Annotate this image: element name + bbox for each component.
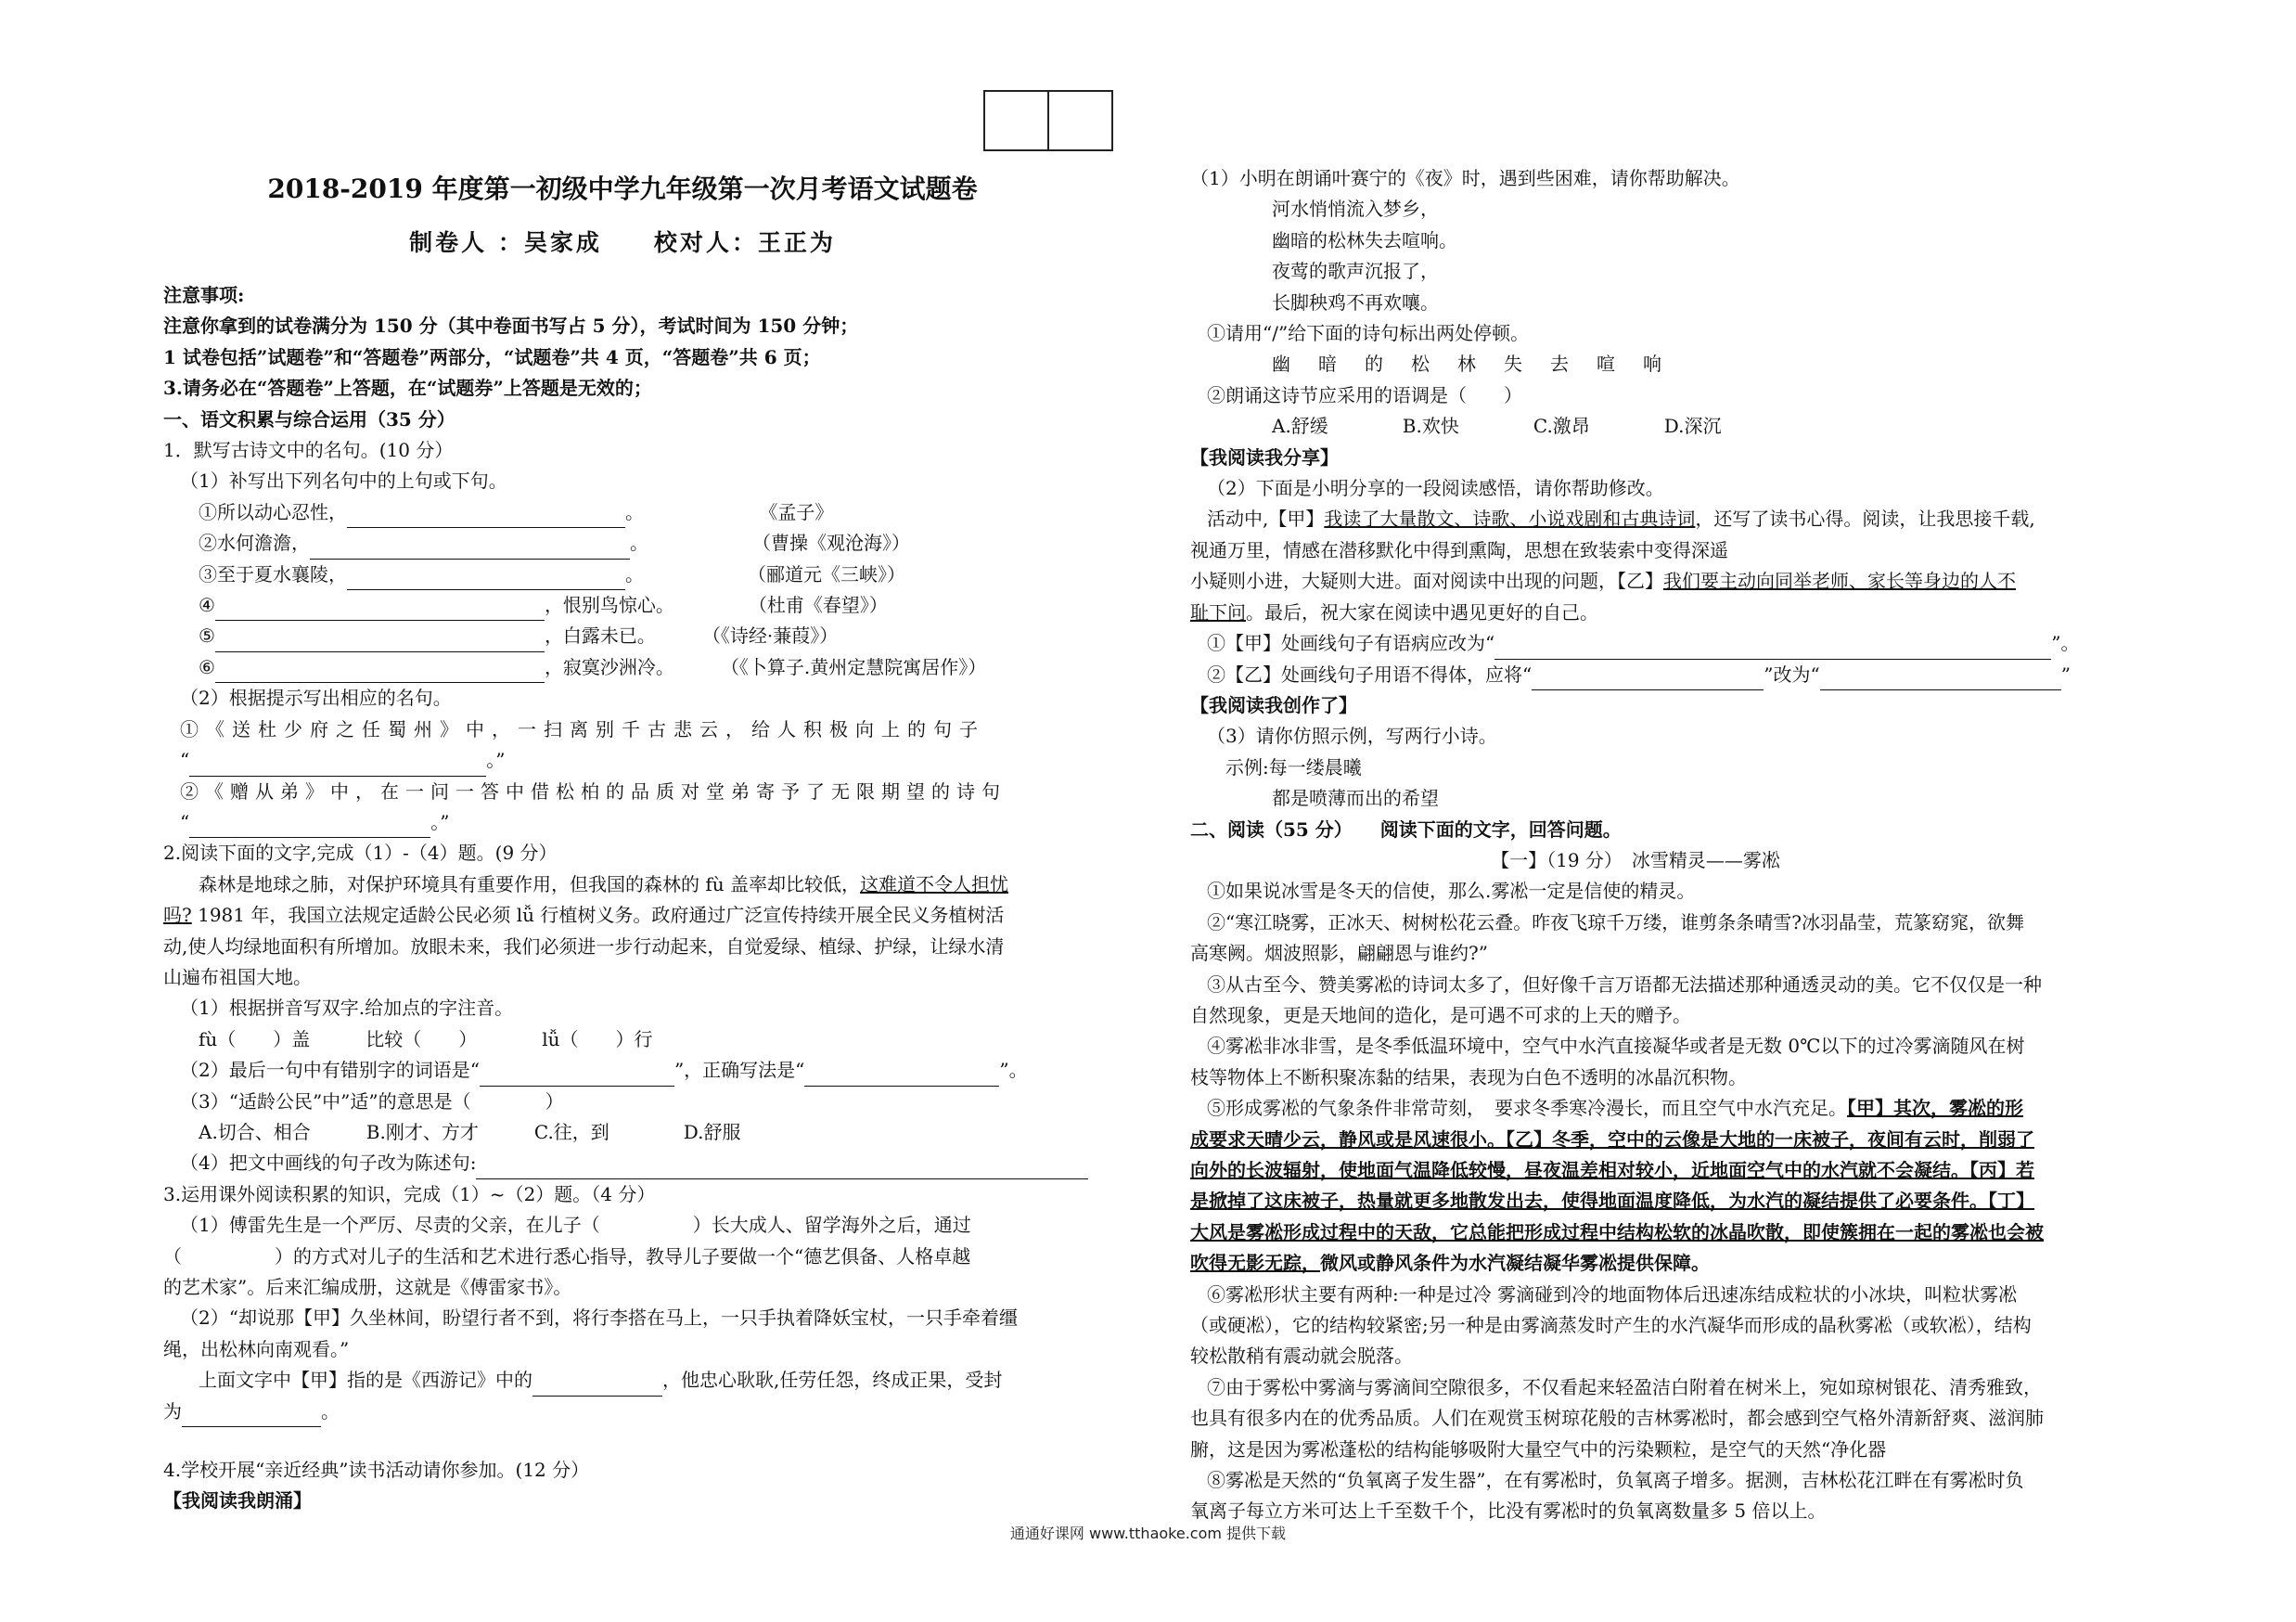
passage-para: （或硬凇），它的结构较紧密;另一种是由雾滴蒸发时产生的水汽凝华而形成的晶秋雾凇（或软凇），结构 bbox=[1190, 1314, 2032, 1337]
answer-blank[interactable] bbox=[347, 507, 625, 528]
answer-blank[interactable] bbox=[215, 662, 545, 683]
passage-para: 高寒阙。烟波照影，翩翩恩与谁约?” bbox=[1190, 942, 1488, 965]
passage-para: ⑧雾凇是天然的“负氧离子发生器”，在有雾凇时，负氧离子增多。据测，吉林松花江畔在有雾凇时负 bbox=[1207, 1469, 2024, 1492]
passage-para: ③从古至今、赞美雾凇的诗词太多了，但好像千言万语都无法描述那种通透灵动的美。它不仅仅是一种 bbox=[1207, 972, 2042, 996]
passage-para: 腑，这是因为雾凇蓬松的结构能够吸附大量空气中的污染颗粒，是空气的天然“净化器 bbox=[1190, 1437, 1887, 1461]
example-line: 示例:每一缕晨曦 bbox=[1225, 755, 1362, 779]
question-2-1: （1）根据拼音写双字.给加点的字注音。 bbox=[180, 997, 514, 1020]
passage-line: 小疑则小进，大疑则大进。面对阅读中出现的问题，【乙】我们要主动向同举老师、家长等身边的人不 bbox=[1190, 570, 2016, 593]
question-4-1: （1）小明在朗诵叶赛宁的《夜》时，遇到些困难，请你帮助解决。 bbox=[1190, 167, 1740, 189]
question-4-1-2: ②朗诵这诗节应采用的语调是（ ） bbox=[1207, 383, 1522, 406]
subsection-heading: 【我阅读我创作了】 bbox=[1190, 693, 1357, 716]
question-4-1-2-options: A.舒缓 B.欢快 C.激昂 D.深沉 bbox=[1272, 415, 1722, 438]
question-1-1: （1）补写出下列名句中的上句或下句。 bbox=[180, 470, 507, 493]
fill-item: ④ ，恨别鸟惊心。 （杜甫《春望》） bbox=[163, 590, 1110, 621]
passage-line: 山遍布祖国大地。 bbox=[163, 965, 312, 988]
subsection-heading: 【我阅读我分享】 bbox=[1190, 445, 1339, 469]
passage-para: 自然现象，更是天地间的造化，是可遇不可求的上天的赠予。 bbox=[1190, 1003, 1691, 1026]
passage-para: ④雾凇非冰非雪，是冬季低温环境中，空气中水汽直接凝华或者是无数 0℃以下的过冷雾滴随风在树 bbox=[1207, 1035, 2025, 1058]
notes-heading: 注意事项: bbox=[163, 284, 245, 306]
passage-line: 耻下问。最后，祝大家在阅读中遇见更好的自己。 bbox=[1190, 600, 1598, 624]
footer-credit: 通通好课网 www.tthaoke.com 提供下载 bbox=[1009, 1525, 1287, 1542]
poem-line: 河水悄悄流入梦乡， bbox=[1272, 198, 1439, 221]
answer-blank[interactable] bbox=[804, 1065, 999, 1087]
passage-para: 氧离子每立方米可达上千至数千个，比没有雾凇时的负氧离数量多 5 倍以上。 bbox=[1190, 1500, 1827, 1523]
passage-line: 绳，出松林向南观看。” bbox=[163, 1337, 350, 1360]
answer-blank[interactable] bbox=[182, 1406, 321, 1427]
answer-blank[interactable] bbox=[189, 817, 430, 838]
score-cell bbox=[1049, 92, 1111, 149]
question-1-2a: ①《送杜少府之任蜀州》中，一扫离别千古悲云，给人积极向上的句子 bbox=[180, 717, 985, 740]
passage-line: 的艺术家”。后来汇编成册，这就是《傅雷家书》。 bbox=[163, 1276, 572, 1298]
question-1: 1．默写古诗文中的名句。(10 分） bbox=[163, 439, 454, 462]
answer-blank[interactable] bbox=[347, 569, 625, 590]
passage-para: 也具有很多内在的优秀品质。人们在观赏玉树琼花般的吉林雾凇时，都会感到空气格外清新舒爽、滋润肺 bbox=[1190, 1407, 2044, 1430]
question-4-2-1: ①【甲】处画线句子有语病应改为“ ”。 bbox=[1190, 628, 2136, 659]
question-2-3: （3）“适龄公民”中”适”的意思是（ ） bbox=[180, 1089, 564, 1113]
answer-blank[interactable] bbox=[189, 755, 486, 777]
question-2-2: （2）最后一句中有错别字的词语是“ ”，正确写法是“ ”。 bbox=[163, 1055, 1110, 1086]
question-4-3: （3）请你仿照示例，写两行小诗。 bbox=[1207, 725, 1497, 748]
answer-line: “ 。” bbox=[163, 745, 1110, 776]
answer-blank[interactable] bbox=[532, 1375, 662, 1397]
right-column bbox=[1190, 163, 2136, 1527]
fill-item: ⑤ ，白露未已。 （《诗经·蒹葭》） bbox=[163, 621, 1110, 651]
question-2-4: （4）把文中画线的句子改为陈述句: bbox=[163, 1148, 1110, 1178]
question-4-1-1: ①请用“/”给下面的诗句标出两处停顿。 bbox=[1207, 322, 1530, 345]
answer-blank[interactable] bbox=[310, 538, 630, 560]
answer-blank[interactable] bbox=[480, 1065, 674, 1087]
exam-title: 2018-2019 年度第一初级中学九年级第一次月考语文试题卷 bbox=[267, 174, 978, 204]
passage-para: 吹得无影无踪，微风或静风条件为水汽凝结凝华雾凇提供保障。 bbox=[1190, 1252, 1710, 1275]
example-line: 都是喷薄而出的希望 bbox=[1272, 787, 1439, 810]
answer-blank[interactable] bbox=[215, 631, 545, 652]
poem-line: 夜莺的歌声沉报了， bbox=[1272, 260, 1439, 283]
spacer bbox=[163, 1427, 1110, 1455]
exam-authors: 制卷人 ：吴家成 校对人：王正为 bbox=[409, 229, 836, 256]
fill-item: ①所以动心忍性， 。 《孟子》 bbox=[163, 497, 1110, 528]
passage-line: 动,使人均绿地面积有所增加。放眼未来，我们必须进一步行动起来，自觉爱绿、植绿、护绿，让绿水清 bbox=[163, 934, 1005, 958]
question-4-2-2: ②【乙】处画线句子用语不得体，应将“ ”改为“ ” bbox=[1190, 660, 2136, 690]
passage-para: 大风是雾凇形成过程中的天敌，它总能把形成过程中结构松软的冰晶吹散，即使簇拥在一起的雾凇也会被 bbox=[1190, 1220, 2044, 1243]
subsection-heading: 【我阅读我朗涌】 bbox=[163, 1489, 312, 1513]
fill-item: ②水何澹澹， 。 （曹操《观沧海》） bbox=[163, 528, 1110, 559]
left-column bbox=[163, 158, 1110, 1517]
passage-line: 森林是地球之肺，对保护环境具有重要作用，但我国的森林的 fù 盖率却比较低，这难道不令人担忧 bbox=[199, 872, 1008, 895]
passage-para: ①如果说冰雪是冬天的信使，那么.雾凇一定是信使的精灵。 bbox=[1207, 880, 1696, 903]
poem-line: 幽暗的松林失去喧响。 bbox=[1272, 228, 1457, 251]
note-line: 3.请务必在“答题卷”上答题，在“试题券”上答题是无效的； bbox=[163, 377, 652, 400]
passage-line: 吗? 1981 年，我国立法规定适龄公民必须 lǚ 行植树义务。政府通过广泛宣传持续开展全民义务植树活 bbox=[163, 904, 1005, 927]
passage-line: （1）傅雷先生是一个严厉、尽责的父亲，在儿子（ ）长大成人、留学海外之后，通过 bbox=[180, 1214, 971, 1237]
section-heading: 一、语文积累与综合运用（35 分） bbox=[163, 407, 455, 431]
question-3-2: 上面文字中【甲】指的是《西游记》中的 ，他忠心耿耿,任劳任怨，终成正果，受封 bbox=[163, 1365, 1110, 1396]
note-line: 注意你拿到的试卷满分为 150 分（其中卷面书写占 5 分），考试时间为 150 分钟； bbox=[163, 315, 859, 338]
fill-item: ⑥ ，寂寞沙洲冷。 （《卜算子.黄州定慧院寓居作》） bbox=[163, 652, 1110, 683]
answer-blank[interactable] bbox=[1532, 669, 1764, 690]
question-3: 3.运用课外阅读积累的知识，完成（1）~（2）题。（4 分） bbox=[163, 1182, 656, 1205]
passage-para: 较松散稍有震动就会脱落。 bbox=[1190, 1345, 1413, 1368]
pinyin-items: fù（ ）盖 比较（ ） lǚ（ ）行 bbox=[199, 1027, 653, 1050]
passage-line: （ ）的方式对儿子的生活和艺术进行悉心指导，教导儿子要做一个“德艺俱备、人格卓越 bbox=[163, 1244, 971, 1268]
question-1-2: （2）根据提示写出相应的名句。 bbox=[180, 687, 452, 710]
passage-title: 【一】（19 分） 冰雪精灵——雾凇 bbox=[1491, 848, 1780, 871]
answer-blank[interactable] bbox=[1494, 638, 2051, 660]
answer-blank[interactable] bbox=[476, 1158, 1088, 1179]
passage-para: 是掀掉了这床被子，热量就更多地散发出去，使得地面温度降低，为水汽的凝结提供了必要条件。【丁】 bbox=[1190, 1190, 2034, 1213]
fill-item: ③至于夏水襄陵， 。 （郦道元《三峡》） bbox=[163, 560, 1110, 590]
question-4-2: （2）下面是小明分享的一段阅读感悟，请你帮助修改。 bbox=[1207, 477, 1664, 500]
passage-line: 活动中,【甲】我读了大量散文、诗歌、小说戏剧和古典诗词，还写了读书心得。阅读，让我思接千载, bbox=[1207, 508, 2035, 531]
question-2: 2.阅读下面的文字,完成（1）-（4）题。(9 分） bbox=[163, 842, 558, 865]
question-4: 4.学校开展“亲近经典”读书活动请你参加。(12 分） bbox=[163, 1459, 590, 1482]
poem-pause-line: 幽暗的松林失去喧响 bbox=[1272, 353, 1689, 376]
passage-para: ⑥雾凇形状主要有两种:一种是过冷 雾滴碰到冷的地面物体后迅速冻结成粒状的小冰块，叫粒状雾凇 bbox=[1207, 1282, 2018, 1306]
passage-para: 成要求天晴少云，静风或是风速很小。【乙】冬季，空中的云像是大地的一床被子，夜间有云时，削弱了 bbox=[1190, 1127, 2034, 1151]
answer-line: 为 。 bbox=[163, 1397, 1110, 1427]
answer-blank[interactable] bbox=[1820, 669, 2061, 690]
passage-para: ⑤形成雾凇的气象条件非常苛刻， 要求冬季寒冷漫长，而且空气中水汽充足。【甲】其次，雾凇的形 bbox=[1207, 1097, 2023, 1120]
passage-para: 枝等物体上不断积聚冻黏的结果，表现为白色不透明的冰晶沉积物。 bbox=[1190, 1065, 1747, 1088]
passage-line: （2）“却说那【甲】久坐林间，盼望行者不到，将行李搭在马上，一只手执着降妖宝杖，一只手牵着缰 bbox=[180, 1307, 1018, 1330]
poem-line: 长脚秧鸡不再欢嚷。 bbox=[1272, 290, 1439, 314]
answer-line: “ 。” bbox=[163, 807, 1110, 838]
question-1-2b: ②《赠从弟》中，在一问一答中借松柏的品质对堂弟寄予了无限期望的诗句 bbox=[180, 779, 1007, 803]
score-box bbox=[983, 90, 1113, 151]
answer-blank[interactable] bbox=[215, 599, 545, 621]
note-line: 1 试卷包括”试题卷”和“答题卷”两部分，“试题卷”共 4 页，“答题卷”共 6 页； bbox=[163, 345, 821, 368]
passage-para: 向外的长波辐射，使地面气温降低较慢，昼夜温差相对较小，近地面空气中的水汽就不会凝结。【丙】若 bbox=[1190, 1159, 2034, 1181]
passage-line: 视通万里，情感在潜移默化中得到熏陶，思想在致装索中变得深遥 bbox=[1190, 538, 1728, 561]
question-2-3-options: A.切合、相合 B.刚才、方才 C.往，到 D.舒服 bbox=[199, 1120, 741, 1143]
section-heading: 二、阅读（55 分） 阅读下面的文字，回答问题。 bbox=[1190, 817, 1622, 841]
passage-para: ②“寒江晓雾，正冰天、树树松花云叠。昨夜飞琼千万缕，谁剪条条晴雪?冰羽晶莹，荒篆窈窕，欲舞 bbox=[1207, 910, 2024, 933]
score-cell bbox=[985, 92, 1049, 149]
passage-para: ⑦由于雾松中雾滴与雾滴间空隙很多，不仅看起来轻盈洁白附着在树米上，宛如琼树银花、清秀雅致， bbox=[1207, 1375, 2042, 1398]
